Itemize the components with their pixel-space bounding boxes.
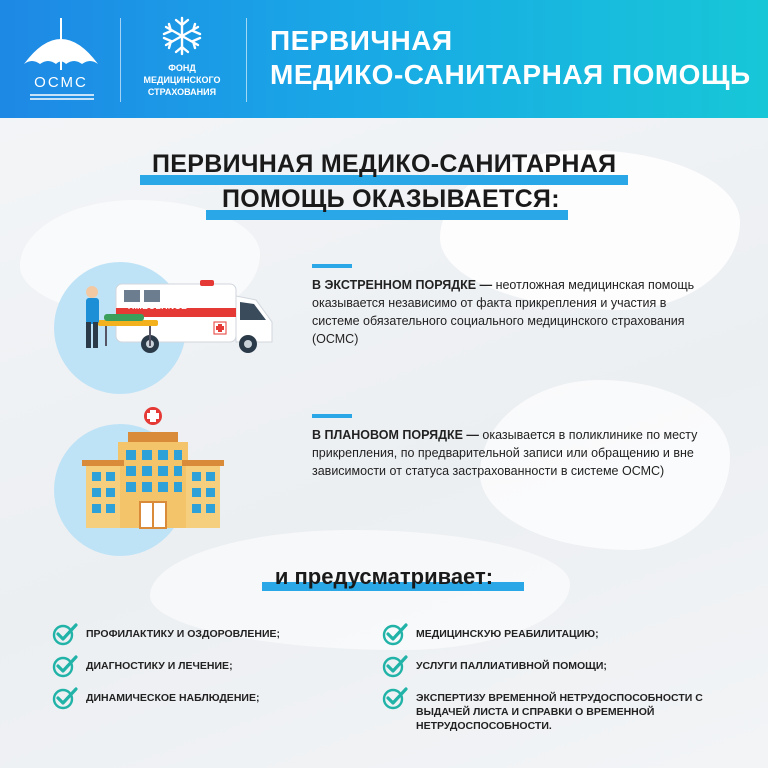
header-banner	[0, 0, 768, 118]
main-title-line-1: ПЕРВИЧНАЯ МЕДИКО-САНИТАРНАЯ	[152, 150, 617, 178]
emergency-care-description: неотложная медицинская помощь оказывается независимо от факта прикрепления и участия в системе обязательного социального медицинского страхования (ОСМС)	[312, 278, 695, 346]
emergency-care-text	[312, 276, 702, 348]
checkmark-circle-icon	[52, 686, 78, 710]
checklist-label: ПРОФИЛАКТИКУ И ОЗДОРОВЛЕНИЕ;	[86, 628, 280, 640]
osms-logo-subtitle	[30, 94, 94, 102]
checkmark-circle-icon	[382, 622, 408, 646]
section-divider	[312, 414, 352, 418]
checklist-label: МЕДИЦИНСКУЮ РЕАБИЛИТАЦИЮ;	[416, 628, 599, 640]
section-divider	[312, 264, 352, 268]
fond-line: МЕДИЦИНСКОГО	[143, 75, 221, 85]
checklist-label: ДИАГНОСТИКУ И ЛЕЧЕНИЕ;	[86, 660, 233, 672]
checklist-item	[52, 686, 352, 710]
planned-care-text	[312, 426, 702, 480]
checklist-item	[382, 686, 732, 733]
checklist-label: ЭКСПЕРТИЗУ ВРЕМЕННОЙ НЕТРУДОСПОСОБНОСТИ С ВЫДАЧЕЙ ЛИСТА И СПРАВКИ О ВРЕМЕННОЙ НЕТРУДОСПОСОБНОСТИ.	[416, 692, 703, 732]
header-divider	[246, 18, 247, 102]
osms-logo-text: ОСМС	[34, 74, 88, 91]
hospital-icon	[68, 404, 238, 534]
header-title	[270, 24, 751, 92]
fond-line: ФОНД	[168, 63, 196, 73]
planned-care-heading: В ПЛАНОВОМ ПОРЯДКЕ —	[312, 428, 479, 442]
main-title-line-2: ПОМОЩЬ ОКАЗЫВАЕТСЯ:	[222, 185, 560, 213]
checkmark-circle-icon	[52, 654, 78, 678]
subheading: и предусматривает:	[274, 564, 494, 589]
header-title-line: ПЕРВИЧНАЯ	[270, 25, 453, 56]
checkmark-circle-icon	[382, 654, 408, 678]
checkmark-circle-icon	[52, 622, 78, 646]
checklist-item	[382, 654, 732, 678]
ambulance-label: AMBULANCE	[128, 301, 188, 311]
fond-line: СТРАХОВАНИЯ	[147, 87, 217, 97]
snowflake-logo-icon	[160, 14, 204, 58]
emergency-care-heading: В ЭКСТРЕННОМ ПОРЯДКЕ —	[312, 278, 493, 292]
header-title-line: МЕДИКО-САНИТАРНАЯ ПОМОЩЬ	[270, 59, 751, 90]
fond-logo-text	[128, 62, 236, 98]
checkmark-circle-icon	[382, 686, 408, 710]
checklist-label: ДИНАМИЧЕСКОЕ НАБЛЮДЕНИЕ;	[86, 692, 260, 704]
checklist-item	[382, 622, 732, 646]
checklist-item	[52, 622, 352, 646]
checklist-item	[52, 654, 352, 678]
subheading-wrapper	[0, 564, 768, 590]
header-divider	[120, 18, 121, 102]
planned-care-description: оказывается в поликлинике по месту прикрепления, по предварительной записи или обращению и вне зависимости от статуса застрахованности в системе ОСМС)	[312, 428, 698, 478]
checklist-label: УСЛУГИ ПАЛЛИАТИВНОЙ ПОМОЩИ;	[416, 660, 607, 672]
ambulance-icon	[80, 270, 280, 360]
